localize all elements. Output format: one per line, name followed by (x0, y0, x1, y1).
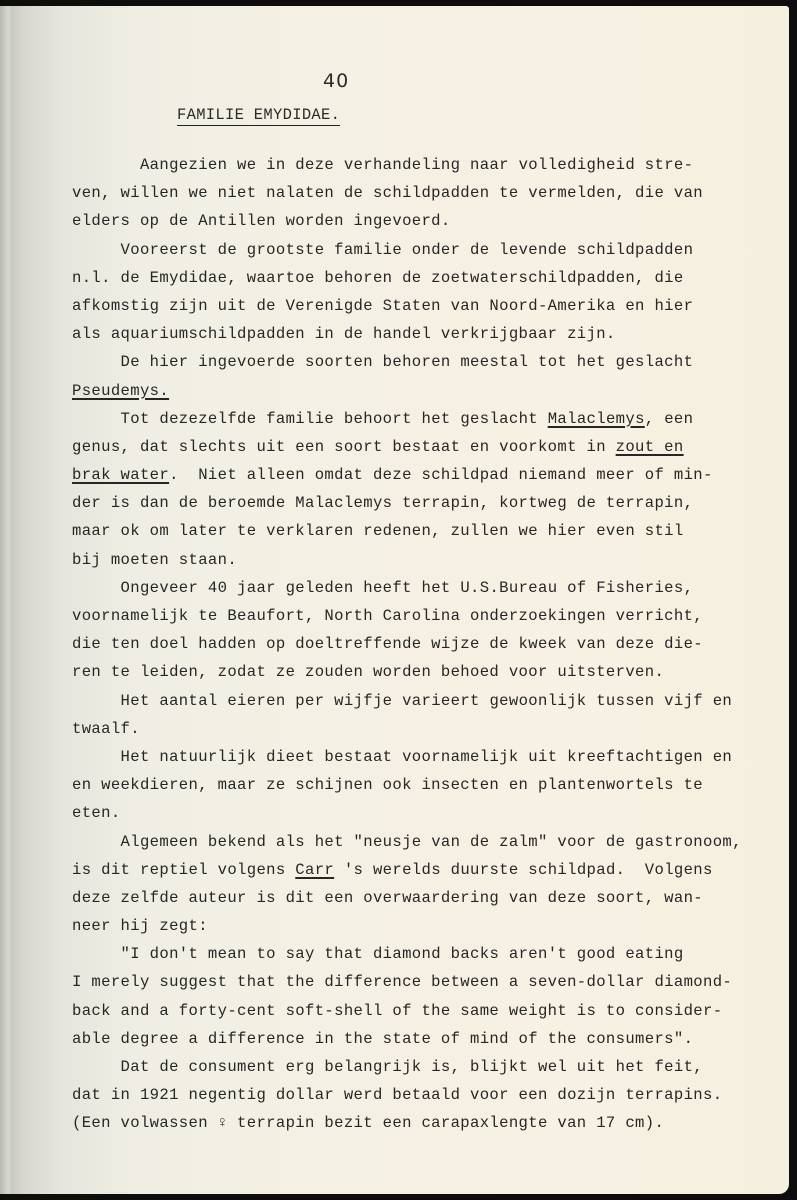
text-line (72, 799, 722, 827)
line-text: ren te leiden, zodat ze zouden worden behoed voor uitsterven. (72, 663, 665, 682)
text-line (72, 405, 722, 433)
text-line (72, 687, 733, 715)
text-line (72, 968, 733, 996)
line-text: ven, willen we niet nalaten de schildpadden te vermelden, die van (72, 184, 704, 203)
text-line (72, 1025, 722, 1053)
text-line (72, 489, 722, 517)
line-text: (Een volwassen ♀ terrapin bezit een carapaxlengte van 17 cm). (72, 1114, 665, 1133)
text-line (72, 940, 722, 968)
line-text: neer hij zegt: (72, 917, 208, 936)
text-line (72, 320, 722, 348)
line-text: Aangezien we in deze verhandeling naar volledigheid stre- (139, 156, 694, 174)
page-number: 40 (323, 70, 350, 92)
line-text: 's werelds duurste schildpad. Volgens (334, 860, 713, 879)
line-text: able degree a difference in the state of mind of the consumers". (72, 1029, 694, 1048)
line-text: dat in 1921 negentig dollar werd betaald voor een dozijn terrapins. (72, 1086, 723, 1105)
underlined-term: Pseudemys. (72, 381, 170, 400)
line-text: . Niet alleen omdat deze schildpad niemand meer of min- (169, 466, 713, 485)
text-line (72, 997, 722, 1025)
text-line (72, 602, 722, 630)
underlined-term: brak water (72, 466, 170, 485)
text-line (72, 574, 722, 602)
line-text: twaalf. (72, 719, 140, 738)
text-line (72, 179, 722, 207)
underlined-term: Malaclemys (547, 409, 645, 428)
text-line (72, 1109, 722, 1137)
line-text (72, 241, 121, 259)
line-text (72, 748, 121, 766)
line-text: maar ok om later te verklaren redenen, zullen we hier even stil (72, 522, 684, 541)
text-line (72, 1053, 722, 1081)
line-text: deze zelfde auteur is dit een overwaardering van deze soort, wan- (72, 888, 704, 907)
line-text: genus, dat slechts uit een soort bestaat en voorkomt in (72, 437, 616, 456)
text-line (72, 433, 722, 461)
text-line (72, 517, 722, 545)
text-line (72, 546, 722, 574)
line-text: elders op de Antillen worden ingevoerd. (72, 212, 451, 231)
line-text: afkomstig zijn uit de Verenigde Staten van Noord-Amerika en hier (72, 296, 694, 315)
line-text (72, 156, 140, 174)
text-line (72, 912, 722, 940)
underlined-term: zout en (615, 437, 684, 456)
line-text: eten. (72, 804, 121, 823)
text-line (72, 828, 742, 856)
document-page (0, 6, 789, 1194)
text-line (72, 348, 722, 376)
line-text (72, 410, 121, 428)
line-text: Algemeen bekend als het "neusje van de zalm" voor de gastronoom, (120, 832, 742, 851)
line-text (72, 353, 121, 371)
text-line (72, 292, 722, 320)
text-line (72, 658, 722, 686)
text-line (72, 715, 722, 743)
line-text: back and a forty-cent soft-shell of the same weight is to consider- (72, 1001, 723, 1020)
line-text (72, 833, 121, 851)
line-text: Het aantal eieren per wijfje varieert gewoonlijk tussen vijf en (120, 691, 733, 710)
line-text: Tot dezezelfde familie behoort het geslacht (120, 409, 548, 428)
line-text: I merely suggest that the difference between a seven-dollar diamond- (72, 973, 733, 992)
section-heading: FAMILIE EMYDIDAE. (177, 106, 341, 124)
line-text: De hier ingevoerde soorten behoren meestal tot het geslacht (120, 353, 694, 372)
line-text: die ten doel hadden op doeltreffende wijze de kweek van deze die- (72, 635, 704, 654)
line-text: Vooreerst de grootste familie onder de levende schildpadden (120, 240, 694, 259)
line-text: n.l. de Emydidae, waartoe behoren de zoetwaterschildpadden, die (72, 268, 684, 287)
line-text: Ongeveer 40 jaar geleden heeft het U.S.Bureau of Fisheries, (120, 578, 694, 597)
line-text (72, 692, 121, 710)
text-line (72, 630, 722, 658)
text-line (72, 236, 722, 264)
text-line (72, 207, 722, 235)
underlined-term: Carr (295, 860, 335, 879)
text-line (72, 1081, 722, 1109)
line-text: bij moeten staan. (72, 550, 238, 569)
body-text (72, 151, 742, 1138)
text-line (72, 264, 722, 292)
line-text: Dat de consument erg belangrijk is, blijkt wel uit het feit, (120, 1058, 704, 1076)
line-text: Het natuurlijk dieet bestaat voornamelijk uit kreeftachtigen en (120, 747, 733, 766)
line-text (72, 1058, 121, 1076)
text-line (72, 377, 722, 405)
line-text: en weekdieren, maar ze schijnen ook insecten en plantenwortels te (72, 776, 704, 795)
text-line (72, 856, 722, 884)
text-line (72, 743, 733, 771)
line-text: der is dan de beroemde Malaclemys terrapin, kortweg de terrapin, (72, 494, 694, 513)
text-line (72, 151, 722, 179)
line-text: "I don't mean to say that diamond backs aren't good eating (120, 945, 684, 964)
line-text (72, 579, 121, 597)
line-text: als aquariumschildpadden in de handel verkrijgbaar zijn. (72, 325, 616, 344)
line-text: is dit reptiel volgens (72, 860, 296, 879)
line-text: , een (644, 409, 694, 428)
line-text: voornamelijk te Beaufort, North Carolina onderzoekingen verricht, (72, 607, 704, 625)
line-text (72, 945, 121, 963)
text-line (72, 461, 722, 489)
text-line (72, 771, 722, 799)
text-line (72, 884, 722, 912)
